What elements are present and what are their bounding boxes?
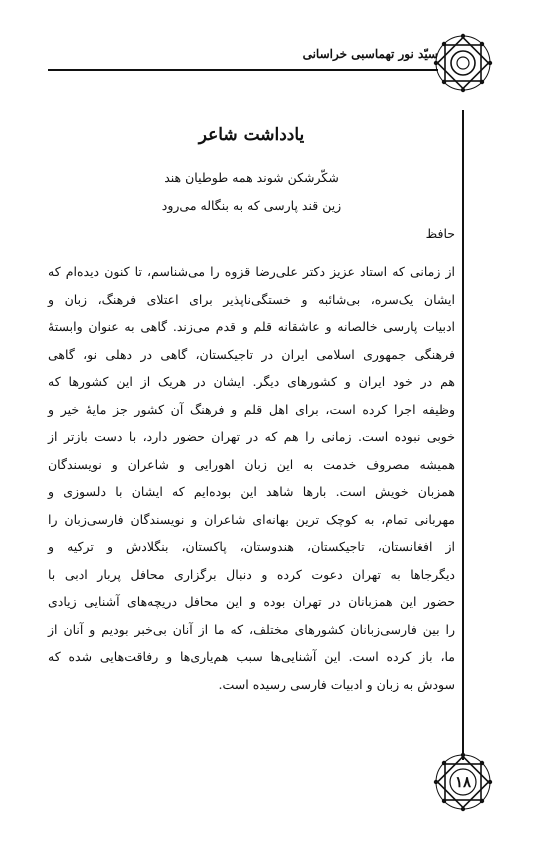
running-header-title: سیّد نور تهماسبی خراسانی [302, 47, 438, 61]
verse-line-2: زین قند پارسی که به بنگاله می‌رود [161, 198, 342, 213]
vertical-margin-rule [462, 110, 464, 760]
paragraph-line: وظیفه اجرا کرده است، برای اهل قلم و فرهنگ آن کشور جز مایهٔ خیر و [48, 401, 455, 417]
paragraph-line: از زمانی که استاد عزیز دکتر علی‌رضا قزوه را می‌شناسم، تا کنون دیده‌ام که [48, 264, 455, 279]
paragraph-line: حضور این همزبانان در تهران بوده و این محافل دریچه‌های آشنایی زیادی [48, 594, 455, 609]
page-number: ۱۸ [454, 773, 472, 791]
header-rule [48, 69, 438, 71]
paragraph-line: هم در خود ایران و کشورهای دیگر. ایشان در هریک از این کشورها که [48, 374, 455, 389]
paragraph-line: همیشه مصروف خدمت به این زبان اهورایی و شاعران و نویسندگان [48, 456, 455, 472]
body-paragraph [48, 258, 455, 698]
paragraph-line: خوبی نبوده است. زمانی را هم که در تهران حضور دارد، با دست بازتر از [48, 429, 455, 444]
paragraph-line: فرهنگی جمهوری اسلامی ایران در تاجیکستان، گاهی در دهلی نو، گاهی [48, 346, 455, 362]
section-title: یادداشت شاعر [198, 125, 305, 145]
paragraph-line: مهربانی تمام، به کوچک ترین بهانه‌ای شاعران و نویسندگان فارسی‌زبان را [48, 511, 455, 527]
rosette-ornament-icon [433, 33, 493, 93]
paragraph-line: را بین فارسی‌زبانان کشورهای مختلف، که ما از آنان بی‌خبر بودیم و آنان از [48, 621, 455, 637]
paragraph-line: دیگرجاها به تهران دعوت کرده و دنبال برگزاری محافل پربار ادبی با [48, 566, 455, 582]
paragraph-line: ادبیات پارسی خالصانه و عاشقانه قلم و قدم می‌زند. گاهی به عنوان وابستهٔ [48, 319, 455, 334]
paragraph-line: ایشان یک‌سره، بی‌شائبه و خستگی‌ناپذیر برای اعتلای فرهنگ، زبان و [48, 291, 455, 307]
paragraph-line: سودش به زبان و ادبیات فارسی رسیده است. [218, 676, 455, 692]
verse-attribution: حافظ [425, 226, 455, 241]
paragraph-line: همزبان خویش است. بارها شاهد این بوده‌ایم که ایشان با دلسوزی و [48, 484, 455, 499]
paragraph-line: از افغانستان، تاجیکستان، هندوستان، پاکستان، بنگلادش و ترکیه و [48, 539, 455, 554]
paragraph-line: ما، باز کرده است. این آشنایی‌ها سبب هم‌یاری‌ها و رفاقت‌هایی شده که [48, 649, 455, 664]
verse-line-1: شکّرشکن شوند همه طوطیان هند [164, 170, 339, 185]
